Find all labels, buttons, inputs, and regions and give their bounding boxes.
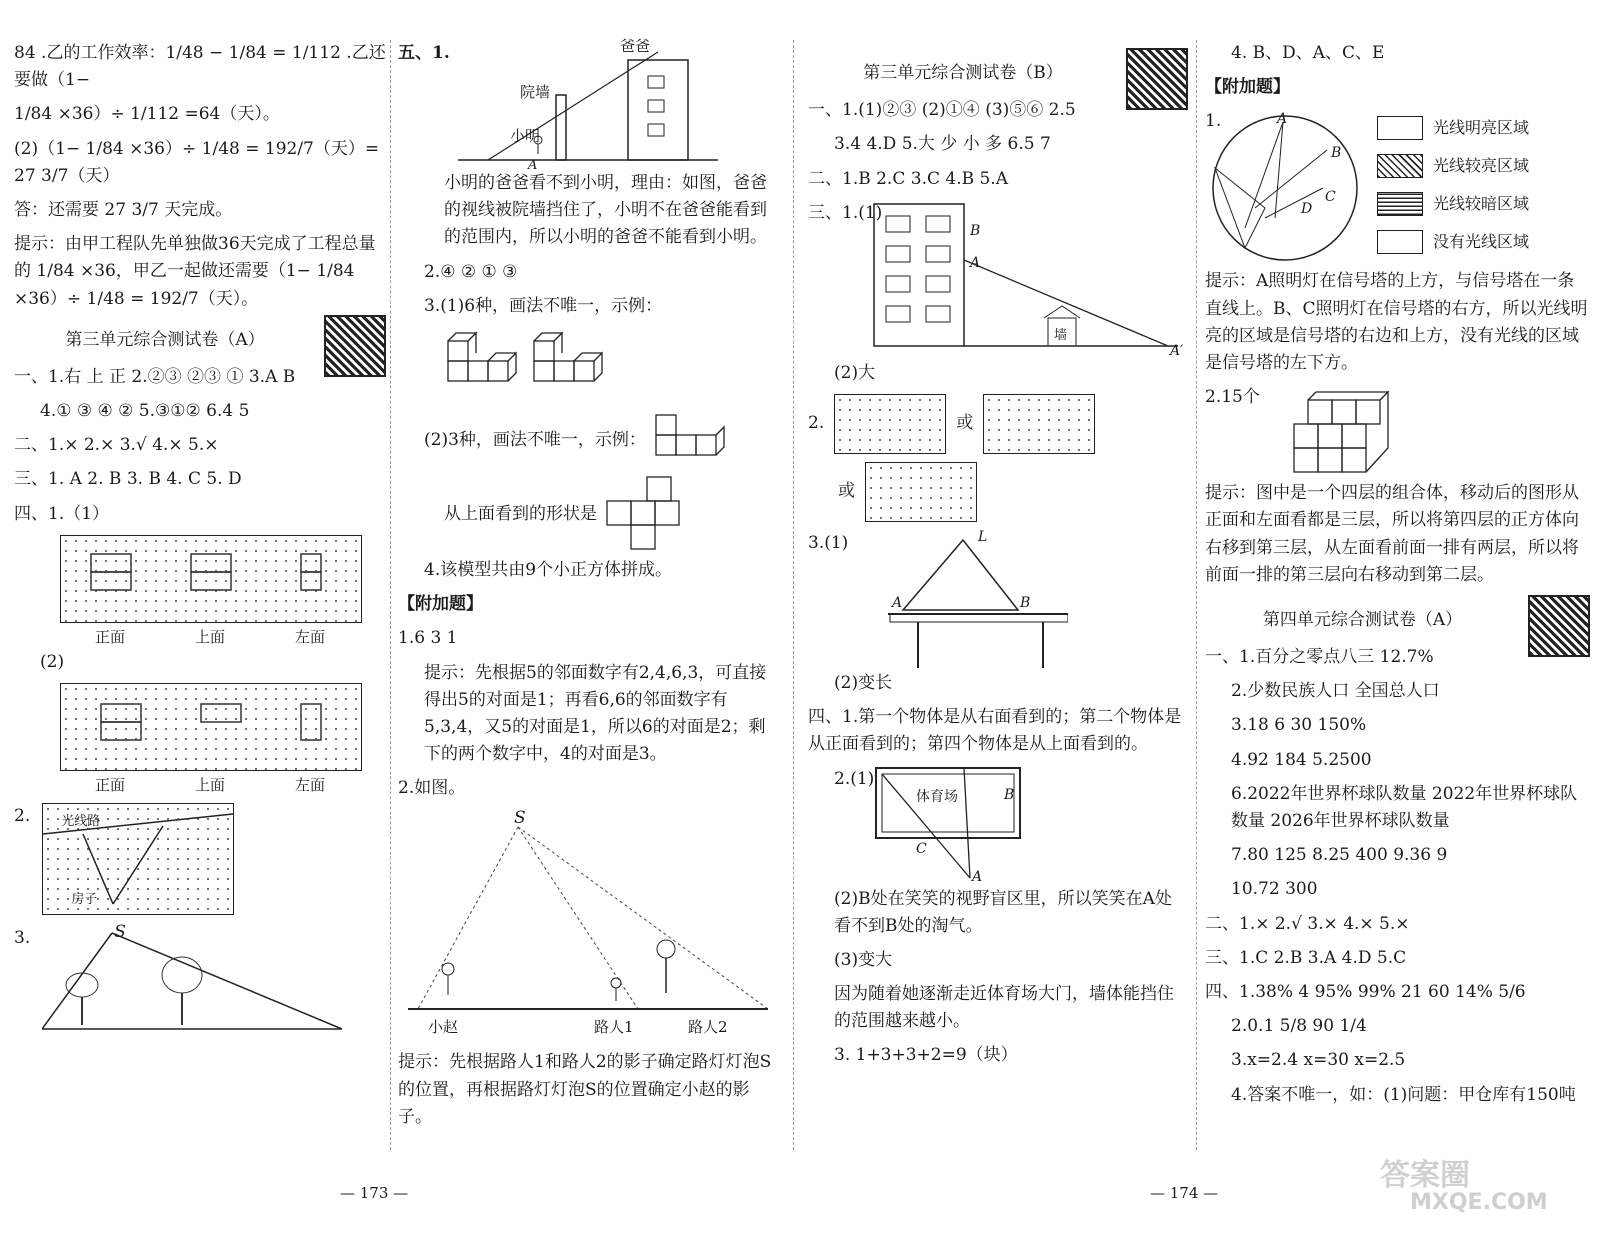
house-label: 房子 bbox=[71, 892, 98, 907]
or-label: 或 bbox=[838, 481, 855, 502]
answer-line: 7.80 125 8.25 400 9.36 9 bbox=[1231, 845, 1448, 866]
answer-paragraph: (2)B处在笑笑的视野盲区里，所以笑笑在A处看不到B处的淘气。 bbox=[834, 888, 1172, 936]
point-label: L bbox=[978, 528, 988, 545]
page-number: — 173 — bbox=[340, 1184, 409, 1202]
stadium-label: 体育场 bbox=[916, 788, 958, 805]
answer-line: 一、1.(1)②③ (2)①④ (3)⑤⑥ 2.5 bbox=[808, 100, 1076, 121]
grid-figure bbox=[834, 394, 946, 454]
answer-line: (2)变长 bbox=[834, 672, 893, 693]
answer-line: 4. B、D、A、C、E bbox=[1231, 43, 1385, 63]
point-label: S bbox=[114, 922, 126, 942]
legend-label: 没有光线区域 bbox=[1433, 232, 1530, 252]
answer-line: 3. 1+3+3+2=9（块） bbox=[834, 1045, 1018, 1066]
section-title-text: 第三单元综合测试卷（B） bbox=[863, 63, 1063, 83]
answer-line: 6.2022年世界杯球队数量 2022年世界杯球队数量 2026年世界杯球队数量 bbox=[1231, 783, 1578, 831]
watermark-url: MXQE.COM bbox=[1410, 1190, 1548, 1215]
point-label: A bbox=[528, 158, 538, 173]
legend-item bbox=[1377, 192, 1529, 216]
lighting-drawing bbox=[1205, 108, 1365, 268]
stadium-figure bbox=[808, 766, 1188, 886]
section-title-text: 第四单元综合测试卷（A） bbox=[1262, 609, 1463, 630]
ming-label: 小明 bbox=[510, 127, 541, 145]
view-labels bbox=[60, 625, 360, 649]
person-label: 路人2 bbox=[688, 1018, 728, 1037]
cubes-drawing bbox=[1290, 384, 1400, 480]
hint-text: 提示：A照明灯在信号塔的上方，与信号塔在一条直线上。B、C照明灯在信号塔的右方，所以光线明亮的区域是信号塔的右边和上方，没有光线的区域是信号塔的左下方。 bbox=[1205, 271, 1588, 373]
column-4 bbox=[1205, 40, 1590, 1116]
q3-figure-row bbox=[14, 922, 386, 1035]
building-drawing bbox=[868, 200, 1188, 350]
answer-line: 三、1. A 2. B 3. B 4. C 5. D bbox=[14, 469, 242, 490]
answer-line: 2. bbox=[14, 806, 31, 826]
point-label: A bbox=[892, 594, 903, 611]
point-label: A bbox=[972, 868, 983, 885]
qr-code-icon bbox=[1528, 595, 1590, 657]
answer-line: 3. bbox=[14, 928, 31, 948]
dad-label: 爸爸 bbox=[620, 37, 651, 55]
answer-line: (3)变大 bbox=[834, 949, 893, 970]
answer-paragraph: 四、1.第一个物体是从右面看到的；第二个物体是从正面看到的；第四个物体是从上面看到的。 bbox=[808, 707, 1182, 755]
hint-text: 提示：先根据路人1和路人2的影子确定路灯灯泡S的位置，再根据路灯灯泡S的位置确定小赵的影子。 bbox=[398, 1052, 772, 1127]
qr-code-icon bbox=[324, 315, 386, 377]
point-label: B bbox=[1004, 786, 1015, 803]
view-label: 上面 bbox=[194, 627, 225, 646]
extra-title: 【附加题】 bbox=[398, 594, 483, 615]
cubes-drawing bbox=[444, 327, 644, 399]
wall-label: 墙 bbox=[1054, 327, 1068, 343]
point-label: C bbox=[916, 840, 927, 857]
view-label: 左面 bbox=[294, 776, 325, 794]
answer-line: 4.① ③ ④ ② 5.③①② 6.4 5 bbox=[40, 401, 250, 422]
lighting-figure bbox=[1205, 108, 1590, 268]
legend bbox=[1377, 116, 1529, 254]
answer-line: 4.该模型共由9个小正方体拼成。 bbox=[424, 559, 673, 580]
answer-line: 二、1.B 2.C 3.C 4.B 5.A bbox=[808, 168, 1008, 189]
q2-figure-row bbox=[14, 803, 386, 915]
answer-line: 四、1.38% 4 95% 99% 21 60 14% 5/6 bbox=[1205, 981, 1526, 1002]
shadow-figure bbox=[398, 809, 780, 1049]
column-divider bbox=[1196, 40, 1197, 1150]
watermark-logo: 答案圈 bbox=[1380, 1158, 1470, 1193]
legend-label: 光线较亮区域 bbox=[1433, 156, 1530, 176]
legend-item bbox=[1377, 230, 1529, 254]
cube-row bbox=[1205, 384, 1590, 480]
point-label: B bbox=[1331, 145, 1342, 162]
answer-line: 2.如图。 bbox=[398, 778, 466, 799]
table-figure bbox=[808, 530, 1188, 670]
answer-line: 一、1.百分之零点八三 12.7% bbox=[1205, 647, 1434, 668]
section-title bbox=[14, 327, 386, 354]
answer-line: 10.72 300 bbox=[1231, 879, 1318, 900]
views-drawing bbox=[61, 536, 361, 622]
answer-line: 一、1.右 上 正 2.②③ ②③ ① 3.A B bbox=[14, 366, 296, 387]
answer-paragraph: 因为随着她逐渐走近体育场大门，墙体能挡住的范围越来越小。 bbox=[834, 984, 1174, 1032]
answer-line: 二、1.× 2.× 3.√ 4.× 5.× bbox=[14, 435, 219, 456]
hint-text: 提示：先根据5的邻面数字有2,4,6,3，可直接得出5的对面是1；再看6,6的邻面数字有5,3,4，又5的对面是1，所以6的对面是2；剩下的两个数字中，4的对面是3。 bbox=[424, 662, 767, 765]
legend-item bbox=[1377, 116, 1529, 140]
answer-line: 4.答案不唯一，如：(1)问题：甲仓库有150吨 bbox=[1231, 1084, 1576, 1105]
person-label: 小赵 bbox=[428, 1018, 459, 1037]
answer-line: 2.0.1 5/8 90 1/4 bbox=[1231, 1016, 1367, 1037]
answer-line: 3.x=2.4 x=30 x=2.5 bbox=[1231, 1050, 1406, 1071]
text-line: 84 .乙的工作效率：1/48 − 1/84 = 1/112 .乙还要做（1− bbox=[14, 43, 386, 91]
qr-code-icon bbox=[1126, 48, 1188, 110]
answer-line: 二、1.× 2.√ 3.× 4.× 5.× bbox=[1205, 913, 1410, 934]
page-number: — 174 — bbox=[1150, 1184, 1219, 1202]
tree-drawing bbox=[42, 925, 352, 1035]
view-label: 正面 bbox=[94, 776, 125, 794]
column-3 bbox=[808, 40, 1188, 1077]
point-label: A bbox=[1277, 111, 1288, 128]
answer-line: 五、1. bbox=[398, 43, 450, 63]
answer-line: 4.92 184 5.2500 bbox=[1231, 749, 1372, 770]
section-title bbox=[808, 60, 1188, 87]
answer-paragraph: 小明的爸爸看不到小明，理由：如图，爸爸的视线被院墙挡住了，小明不在爸爸能看到的范围内，所以小明的爸爸不能看到小明。 bbox=[444, 173, 767, 248]
grid-figure bbox=[983, 394, 1095, 454]
column-divider bbox=[390, 40, 391, 1150]
cubes-figure bbox=[444, 327, 780, 399]
section-title-text: 第三单元综合测试卷（A） bbox=[65, 329, 265, 350]
answer-line: 1. bbox=[1205, 111, 1222, 132]
section-title bbox=[1205, 607, 1590, 634]
wall-figure bbox=[398, 37, 780, 173]
answer-line: 1.6 3 1 bbox=[398, 628, 458, 649]
answer-line: 2.少数民族人口 全国总人口 bbox=[1231, 681, 1440, 702]
views-row bbox=[838, 462, 1188, 522]
answer-line: 四、1.（1） bbox=[14, 503, 110, 524]
answer-line: 3.18 6 30 150% bbox=[1231, 715, 1367, 736]
person-label: 路人1 bbox=[594, 1018, 634, 1037]
answer-line: 2. bbox=[808, 413, 825, 434]
text-line: 答：还需要 27 3/7 天完成。 bbox=[14, 199, 233, 220]
answer-line: 3.4 4.D 5.大 少 小 多 6.5 7 bbox=[834, 134, 1051, 155]
extra-title: 【附加题】 bbox=[1205, 77, 1290, 98]
point-label: D bbox=[1301, 201, 1313, 218]
answer-line: (2)3种，画法不唯一，示例： bbox=[424, 430, 646, 451]
grid-figure bbox=[60, 535, 362, 623]
q3b-row bbox=[398, 409, 780, 473]
stadium-drawing bbox=[874, 766, 1024, 886]
hint-text: 提示：由甲工程队先单独做36天完成了工程总量的 1/84 ×36，甲乙一起做还需要（1− 1/84 ×36）÷ 1/48 = 192/7（天）。 bbox=[14, 234, 376, 309]
answer-line: (2) bbox=[40, 651, 65, 672]
text-line: (2)（1− 1/84 ×36）÷ 1/48 = 192/7（天）= 27 3/7（天） bbox=[14, 138, 380, 186]
wall-label: 院墙 bbox=[520, 83, 551, 101]
top-view-row bbox=[444, 473, 780, 557]
view-label: 左面 bbox=[294, 627, 325, 646]
answer-line: 三、1.C 2.B 3.A 4.D 5.C bbox=[1205, 947, 1407, 968]
cubes-drawing bbox=[652, 409, 752, 473]
legend-item bbox=[1377, 154, 1529, 178]
view-labels bbox=[60, 773, 360, 797]
light-grid bbox=[42, 803, 234, 915]
hint-text: 提示：图中是一个四层的组合体，移动后的图形从正面和左面看都是三层，所以将第四层的正方体向右移到第三层，从左面看前面一排有两层，所以将前面一排的第三层向右移动到第二层。 bbox=[1205, 483, 1579, 585]
wall-drawing bbox=[448, 40, 748, 170]
answer-line: 3.(1)6种，画法不唯一，示例： bbox=[424, 295, 663, 316]
column-1 bbox=[14, 40, 386, 1035]
grid-figure bbox=[865, 462, 977, 522]
answer-line: 2.④ ② ① ③ bbox=[424, 261, 518, 282]
column-divider bbox=[793, 40, 794, 1150]
grid-figure bbox=[60, 683, 362, 771]
tree-figure bbox=[42, 922, 352, 1035]
building-figure bbox=[808, 200, 1188, 360]
answer-line: 三、1.(1) bbox=[808, 202, 883, 223]
view-label: 上面 bbox=[194, 776, 225, 794]
view-label: 正面 bbox=[94, 627, 125, 646]
point-label: B bbox=[1020, 594, 1031, 611]
or-label: 或 bbox=[956, 413, 974, 434]
answer-line: 3.(1) bbox=[808, 532, 849, 553]
legend-label: 光线较暗区域 bbox=[1433, 194, 1530, 214]
views-drawing bbox=[61, 684, 361, 770]
point-label: C bbox=[1325, 189, 1336, 206]
top-view-drawing bbox=[603, 473, 683, 557]
shadow-drawing bbox=[398, 809, 768, 1029]
lamp-label: S bbox=[514, 808, 526, 829]
text-line: 1/84 ×36）÷ 1/112 =64（天）。 bbox=[14, 104, 280, 125]
point-label: A′ bbox=[1170, 342, 1184, 359]
answer-line: 2.(1) bbox=[834, 768, 875, 789]
column-2 bbox=[398, 37, 780, 1138]
views-row bbox=[808, 394, 1188, 454]
answer-line: 从上面看到的形状是 bbox=[444, 504, 597, 525]
point-label: B bbox=[970, 222, 981, 239]
legend-label: 光线明亮区域 bbox=[1433, 118, 1530, 138]
answer-line: (2)大 bbox=[834, 362, 876, 383]
answer-line: 2.15个 bbox=[1205, 387, 1260, 408]
light-label: 光线路 bbox=[61, 814, 101, 829]
point-label: A bbox=[970, 254, 981, 271]
